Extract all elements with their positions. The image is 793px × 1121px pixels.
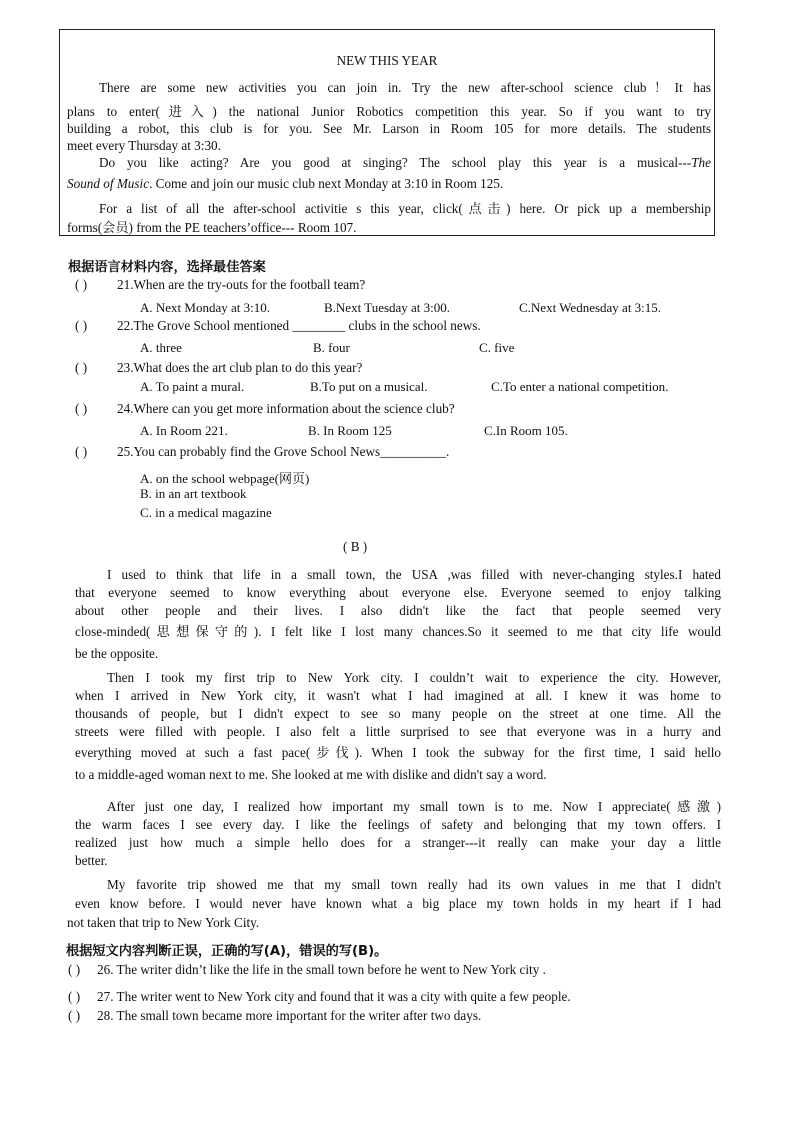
passage-b-line: My favorite trip showed me that my small town really had its own values in me that I didn't [107, 877, 721, 892]
passage-a-title: NEW THIS YEAR [336, 53, 438, 68]
answer-blank[interactable]: ( ) [68, 989, 81, 1004]
answer-blank[interactable]: ( ) [68, 962, 81, 977]
passage-b-paragraph-4 [67, 875, 721, 932]
question-stem: 21.When are the try-outs for the football team? [117, 277, 366, 292]
question-stem: 24.Where can you get more information about the science club? [117, 401, 455, 416]
passage-b-line: not taken that trip to New York City. [67, 915, 260, 930]
answer-blank[interactable]: ( ) [75, 318, 88, 333]
passage-a-line: meet every Thursday at 3:30. [67, 138, 221, 153]
passage-b-line: After just one day, I realized how important my small town is to me. Now I appreciate(感激) [107, 799, 721, 814]
passage-b-paragraph-1 [75, 566, 721, 664]
passage-a-line: forms(会员) from the PE teachers’office--- Room 107. [67, 220, 357, 235]
passage-b-line: be the opposite. [75, 646, 159, 661]
option-b: B.To put on a musical. [310, 379, 428, 394]
passage-b-line: even know before. I would never have known what a big place my town holds in my heart if I had [75, 896, 721, 911]
passage-a-italic: The [691, 155, 711, 170]
passage-a-text: Do you like acting? Are you good at singing? The school play this year is a musical--- [99, 155, 692, 170]
passage-b-line: close-minded(思想保守的). I felt like I lost many chances.So it seemed to me that city life would [75, 624, 721, 639]
passage-b-line: about other people and their lives. I also didn't like the fact that people seemed very [75, 603, 721, 618]
option-a: A. three [140, 340, 182, 355]
question-stem: 22.The Grove School mentioned ________ clubs in the school news. [117, 318, 481, 333]
passage-a-line [99, 155, 711, 171]
option-a: A. In Room 221. [140, 423, 228, 438]
question-stem: 23.What does the art club plan to do this year? [117, 360, 363, 375]
option-b: B. four [313, 340, 350, 355]
option-b: B. In Room 125 [308, 423, 392, 438]
option-c: C.In Room 105. [484, 423, 568, 438]
passage-b-line: to a middle-aged woman next to me. She looked at me with dislike and didn't say a word. [75, 767, 547, 782]
passage-a-line [67, 176, 503, 192]
true-false-statement: 28. The small town became more important for the writer after two days. [97, 1008, 482, 1023]
section-2-heading: 根据短文内容判断正误，正确的写(A)，错误的写(B)。 [66, 944, 388, 959]
musical-title: Sound of Music [67, 176, 150, 191]
option-b: B.Next Tuesday at 3:00. [324, 300, 451, 315]
passage-b-line: realized just how much a simple hello does for a stranger---it really can make your day a little [75, 835, 721, 850]
option-a: A. To paint a mural. [140, 379, 245, 394]
passage-b-paragraph-3 [75, 798, 721, 870]
passage-a-line: plans to enter(进入) the national Junior Robotics competition this year. So if you want to try [67, 104, 711, 119]
answer-blank[interactable]: ( ) [75, 277, 88, 292]
passage-b-line: that everyone seemed to know everything about everyone else. Everyone seemed to enjoy talking [75, 585, 721, 600]
passage-b-line: when I arrived in New York city, it wasn't what I had imagined at all. I knew it was home to [75, 688, 721, 703]
passage-b-paragraph-2 [75, 669, 721, 785]
passage-b-line: Then I took my first trip to New York city. I couldn’t wait to experience the city. However, [107, 670, 721, 685]
section-1-heading: 根据语言材料内容，选择最佳答案 [68, 260, 266, 275]
passage-b-line: thousands of people, but I didn't expect to see so many people on the street at one time. All the [75, 706, 721, 721]
option-b: B. in an art textbook [140, 486, 247, 501]
passage-a-text: . Come and join our music club next Monday at 3:10 in Room 125. [149, 176, 504, 191]
answer-blank[interactable]: ( ) [68, 1008, 81, 1023]
passage-b-label: ( B ) [343, 539, 368, 554]
true-false-statement: 27. The writer went to New York city and found that it was a city with quite a few people. [97, 989, 571, 1004]
option-a: A. on the school webpage(网页) [140, 471, 310, 486]
option-c: C. five [479, 340, 515, 355]
passage-b-line: the warm faces I see every day. I like the feelings of safety and belonging that my town offers. I [75, 817, 721, 832]
true-false-statement: 26. The writer didn’t like the life in the small town before he went to New York city . [97, 962, 546, 977]
passage-b-line: better. [75, 853, 108, 868]
answer-blank[interactable]: ( ) [75, 401, 88, 416]
question-stem: 25.You can probably find the Grove School News__________. [117, 444, 450, 459]
option-c: C.To enter a national competition. [491, 379, 669, 394]
answer-blank[interactable]: ( ) [75, 444, 88, 459]
passage-b-line: I used to think that life in a small town, the USA ,was filled with never-changing styles.I hated [107, 567, 721, 582]
passage-a-line: building a robot, this club is for you. See Mr. Larson in Room 105 for more details. The students [67, 121, 711, 136]
passage-a-line: There are some new activities you can join in. Try the new after-school science club！It has [99, 80, 711, 95]
option-a: A. Next Monday at 3:10. [140, 300, 270, 315]
option-c: C.Next Wednesday at 3:15. [519, 300, 662, 315]
passage-b-line: streets were filled with people. I also felt a little surprised to see that everyone was in a hurry and [75, 724, 721, 739]
passage-b-line: everything moved at such a fast pace(步伐). When I took the subway for the first time, I said hello [75, 745, 721, 760]
passage-a-line: For a list of all the after-school activitie s this year, click(点击) here. Or pick up a membership [99, 201, 711, 216]
option-c: C. in a medical magazine [140, 505, 272, 520]
answer-blank[interactable]: ( ) [75, 360, 88, 375]
